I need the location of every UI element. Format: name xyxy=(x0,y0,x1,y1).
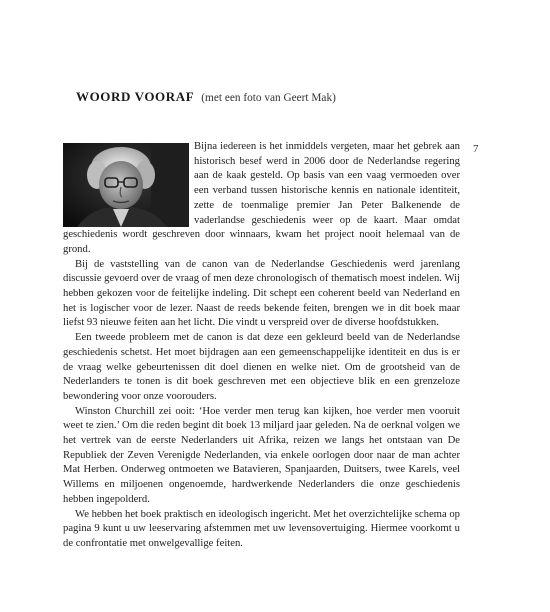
chapter-heading xyxy=(76,88,496,106)
chapter-subtitle: (met een foto van Geert Mak) xyxy=(201,92,336,104)
paragraph: Bij de vaststelling van de canon van de Nederlandse Geschiedenis werd jarenlang discussie gevoerd over de vraag of men deze chronologisch of thematisch moest indelen. Wij hebben gekozen voor de feitelijke indeling. Dit schept een coherent beeld van Nederland en het is logischer voor de lezer. Naast de reeds bekende feiten, brengen we in dit boek maar liefst 93 nieuwe feiten aan het licht. Die vindt u verspreid over de diverse hoofdstukken. xyxy=(63,258,460,329)
paragraph: Winston Churchill zei ooit: ‘Hoe verder men terug kan kijken, hoe verder men vooruit weet te zien.’ Om die reden begint dit boek 13 miljard jaar geleden. Na de oerknal volgen we het vertrek van de eerste Nederlanders uit Afrika, reizen we langs het ontstaan van De Republiek der Zeven Verenigde Nederlanden, via enkele oorlogen door naar de man achter Mat Herben. Onderweg ontmoeten we Batavieren, Spanjaarden, Duitsers, twee Karels, veel Willems en miljoenen ongenoemde, hardwerkende Nederlanders die onze geschiedenis hebben ingepolderd. xyxy=(63,405,460,505)
page-number: 7 xyxy=(473,143,479,155)
paragraph: Bijna iedereen is het inmiddels vergeten, maar het gebrek aan historisch besef werd in 2006 door de Nederlandse regering aan de kaak gesteld. Op basis van een vaag vermoeden over een verband tussen historische kennis en nationale identiteit, zette de toenmalige premier Jan Peter Balkenende de vaderlandse geschiedenis weer op de kaart. Maar omdat geschiedenis wordt geschreven door winnaars, kwam het project nooit helemaal van de grond. xyxy=(63,141,460,255)
photo-space xyxy=(63,140,194,228)
paragraph: We hebben het boek praktisch en ideologisch ingericht. Met het overzichtelijke schema op pagina 9 kunt u uw leeservaring afstemmen met uw levensovertuiging. Hiermee voorkomt u de confrontatie met onwelgevallige feiten. xyxy=(63,508,460,549)
paragraph: Een tweede probleem met de canon is dat deze een gekleurd beeld van de Nederlandse geschiedenis schetst. Het moet bijdragen aan een gemeenschappelijke identiteit en dus is er de vraag welke gebeurtenissen dit doel dienen en welke niet. Om de grootsheid van de Nederlanders te tonen is dit boek geschreven met een objectieve blik en een grenzeloze bewondering voor onze voorouders. xyxy=(63,332,460,402)
body-text xyxy=(63,140,460,552)
chapter-title: WOORD VOORAF xyxy=(76,89,195,104)
